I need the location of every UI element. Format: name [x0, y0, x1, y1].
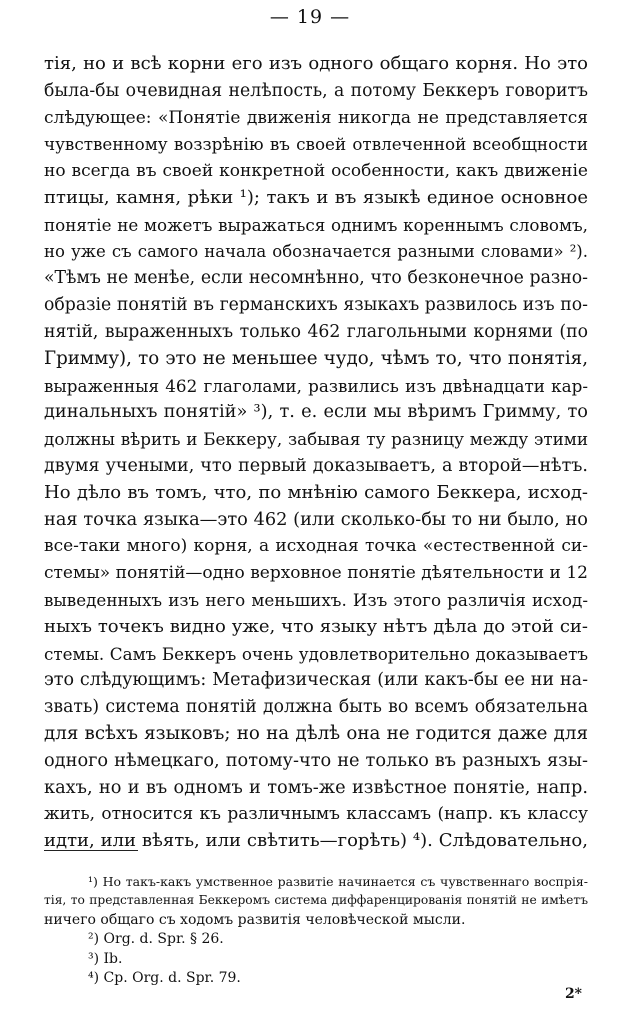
text-line: ныхъ точекъ видно уже, что языку нѣтъ дѣла до этой си- — [44, 615, 588, 637]
text-line: ная точка языка—это 462 (или сколько-бы то ни было, но — [44, 509, 588, 530]
footnote-line: ¹) Но такъ-какъ умственное развитіе начинается съ чувственнаго воспрія- — [88, 874, 588, 889]
text-line: Гримму), то это не меньшее чудо, чѣмъ то, что понятія, — [44, 347, 588, 369]
text-line: но уже съ самого начала обозначается разными словами» ²). — [44, 241, 588, 261]
text-line: но всегда въ своей конкретной особенности, какъ движеніе — [44, 161, 588, 182]
footnote-line: ничего общаго съ ходомъ развитія человѣческой мысли. — [44, 911, 466, 928]
text-line: была-бы очевидная нелѣпость, а потому Беккеръ говоритъ — [44, 80, 588, 101]
text-line: жить, относится къ различнымъ классамъ (напр. къ классу — [44, 804, 588, 825]
footnote-line: ²) Org. d. Spr. § 26. — [88, 931, 224, 948]
text-line: идти, или вѣять, или свѣтить—горѣть) ⁴). Слѣдовательно, — [44, 830, 588, 852]
text-line: «Тѣмъ не менѣе, если несомнѣнно, что безконечное разно- — [44, 268, 588, 289]
text-line: выраженныя 462 глаголами, развились изъ двѣнадцати кар- — [44, 375, 588, 396]
text-line: образіе понятій въ германскихъ языкахъ развилось изъ по- — [44, 295, 588, 316]
footnote-line: ³) Ib. — [88, 950, 123, 967]
main-text — [44, 51, 588, 855]
text-line: двумя учеными, что первый доказываетъ, а второй—нѣтъ. — [44, 455, 588, 476]
text-line: кахъ, но и въ одномъ и томъ-же извѣстное понятіе, напр. — [44, 777, 588, 798]
text-line: птицы, камня, рѣки ¹); такъ и въ языкѣ единое основное — [44, 186, 588, 208]
text-line: понятіе не можетъ выражаться однимъ кореннымъ словомъ, — [44, 214, 588, 235]
footnote-divider — [44, 850, 138, 851]
text-line: для всѣхъ языковъ; но на дѣлѣ она не годится даже для — [44, 722, 588, 744]
text-line: слѣдующее: «Понятіе движенія никогда не представляется — [44, 107, 588, 128]
text-line: динальныхъ понятій» ³), т. е. если мы вѣримъ Гримму, то — [44, 402, 588, 423]
footnotes — [44, 872, 588, 988]
text-line: все-таки много) корня, а исходная точка «естественной си- — [44, 536, 588, 557]
text-line: выведенныхъ изъ него меньшихъ. Изъ этого различія исход- — [44, 589, 588, 610]
page-number: — 19 — — [269, 6, 351, 28]
text-line: одного нѣмецкаго, потому-что не только въ разныхъ язы- — [44, 750, 588, 771]
footnote-line: ⁴) Cp. Org. d. Spr. 79. — [88, 969, 241, 986]
text-line: нятій, выраженныхъ только 462 глагольными корнями (по — [44, 321, 588, 342]
footnote-line: тія, то представленная Беккеромъ система диффаренцированія понятій не имѣетъ — [44, 893, 588, 908]
printer-signature-mark: 2* — [564, 986, 582, 1002]
text-line: стемы» понятій—одно верховное понятіе дѣятельности и 12 — [44, 563, 588, 584]
text-line: чувственному воззрѣнію въ своей отвлеченной всеобщности — [44, 134, 588, 155]
text-line: должны вѣрить и Беккеру, забывая ту разницу между этими — [44, 429, 588, 450]
text-line: Но дѣло въ томъ, что, по мнѣнію самого Беккера, исход- — [44, 481, 588, 503]
text-line: тія, но и всѣ корни его изъ одного общаго корня. Но это — [44, 53, 588, 74]
text-line: стемы. Самъ Беккеръ очень удовлетворительно доказываетъ — [44, 643, 588, 664]
text-line: это слѣдующимъ: Метафизическая (или какъ-бы ее ни на- — [44, 670, 588, 691]
text-line: звать) система понятій должна быть во всемъ обязательна — [44, 697, 588, 718]
